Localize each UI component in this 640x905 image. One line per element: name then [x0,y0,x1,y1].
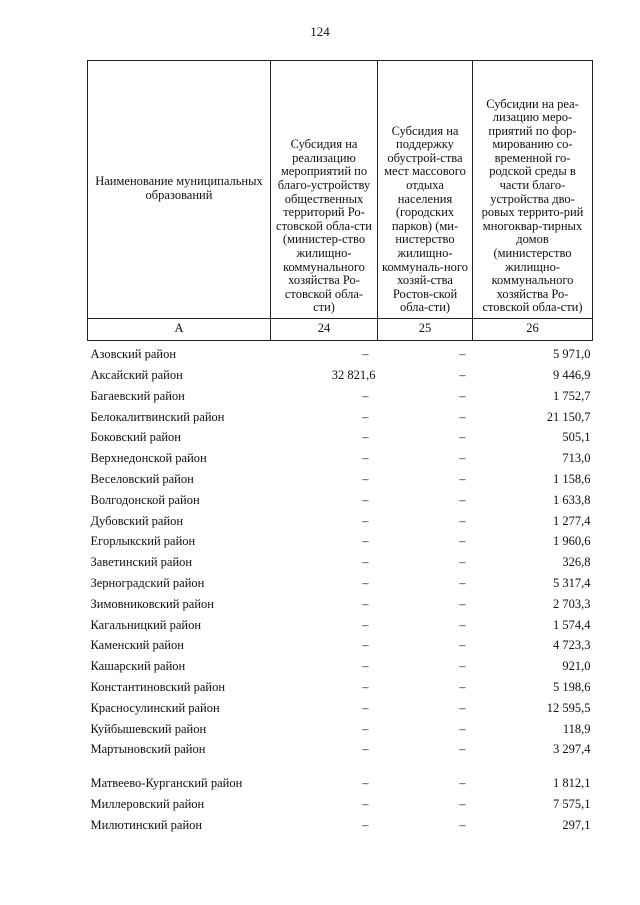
value-col-24: – [362,659,369,674]
index-24: 24 [271,319,378,341]
value-col-25: – [459,368,466,383]
table-row [88,403,593,424]
value-col-26: 1 960,6 [553,534,591,549]
table-row [88,383,593,404]
index-25: 25 [378,319,473,341]
value-col-25: – [459,409,466,424]
municipality-name: Красносулинский район [90,700,220,715]
page-number: 124 [310,24,330,39]
header-col-25: Субсидия на поддержку обустрой-ства мест массового отдыха населения (городских парков) (ми-нистерство жилищно-коммуналь-ного хозяй-ства Ростов-ской обла-сти) [378,61,473,319]
value-col-25: – [459,617,466,632]
value-col-24: – [362,680,369,695]
value-col-25: – [459,818,466,833]
value-col-25: – [459,430,466,445]
value-col-26: 1 633,8 [553,492,591,507]
value-col-25: – [459,576,466,591]
table-row [88,591,593,612]
municipality-name: Зерноградский район [90,576,205,591]
value-col-25: – [459,596,466,611]
municipality-name: Константиновский район [90,680,226,695]
municipality-name: Боковский район [90,430,181,445]
table-row [88,549,593,570]
header-row [88,61,593,319]
header-col-26: Субсидии на реа-лизацию меро-приятий по фор-мированию со-временной го-родской среды в части благо-устройства дво-ровых террито-рий многоквар-тирных домов (министерство жилищно-коммунального хозяйства Ро-стовской обла-сти) [473,61,593,319]
value-col-26: 118,9 [562,721,591,736]
municipality-name: Матвеево-Курганский район [90,776,243,791]
value-col-24: – [362,388,369,403]
value-col-25: – [459,451,466,466]
value-col-25: – [459,534,466,549]
table-row [88,466,593,487]
header-col-24: Субсидия на реализацию мероприятий по благо-устройству общественных территорий Ро-стовской обла-сти (министер-ство жилищно-коммунального хозяйства Ро-стовской обла-сти) [271,61,378,319]
table-row [88,362,593,383]
value-col-26: 5 317,4 [553,576,591,591]
table-row [88,424,593,445]
value-col-24: – [362,576,369,591]
value-col-24: – [362,776,369,791]
value-col-24: – [362,347,369,362]
municipality-name: Заветинский район [90,555,193,570]
table-row [88,736,593,757]
value-col-25: – [459,472,466,487]
value-col-25: – [459,742,466,757]
table-row [88,674,593,695]
value-col-25: – [459,638,466,653]
table-row [88,715,593,736]
value-col-24: – [362,721,369,736]
value-col-26: 12 595,5 [546,700,591,715]
table-row [88,757,593,791]
value-col-24: – [362,742,369,757]
municipality-name: Миллеровский район [90,797,205,812]
value-col-26: 1 752,7 [553,388,591,403]
municipality-name: Дубовский район [90,513,184,528]
value-col-26: 921,0 [562,659,591,674]
value-col-24: – [362,617,369,632]
table-row [88,507,593,528]
index-row [88,319,593,341]
index-a: А [88,319,271,341]
value-col-26: 5 971,0 [553,347,591,362]
value-col-25: – [459,347,466,362]
municipality-name: Аксайский район [90,368,183,383]
value-col-26: 505,1 [562,430,591,445]
value-col-24: – [362,638,369,653]
value-col-26: 1 158,6 [553,472,591,487]
value-col-26: 1 277,4 [553,513,591,528]
value-col-24: – [362,555,369,570]
index-26: 26 [473,319,593,341]
value-col-26: 297,1 [562,818,591,833]
municipality-name: Мартыновский район [90,742,206,757]
value-col-26: 7 575,1 [553,797,591,812]
value-col-26: 1 574,4 [553,617,591,632]
table-row [88,632,593,653]
value-col-26: 9 446,9 [553,368,591,383]
value-col-24: – [362,492,369,507]
municipality-name: Каменский район [90,638,184,653]
municipality-name: Кашарский район [90,659,186,674]
value-col-26: 21 150,7 [546,409,591,424]
value-col-26: 3 297,4 [553,742,591,757]
value-col-24: – [362,409,369,424]
value-col-26: 5 198,6 [553,680,591,695]
municipality-name: Багаевский район [90,388,185,403]
value-col-25: – [459,721,466,736]
value-col-25: – [459,513,466,528]
table-row [88,653,593,674]
header-municipality: Наименование муниципальных образований [88,61,271,319]
table-row [88,812,593,833]
municipality-name: Веселовский район [90,472,194,487]
value-col-25: – [459,555,466,570]
value-col-24: – [362,534,369,549]
value-col-24: – [362,818,369,833]
municipality-name: Кагальницкий район [90,617,202,632]
value-col-24: – [362,472,369,487]
table-row [88,341,593,362]
value-col-25: – [459,659,466,674]
table-row [88,487,593,508]
value-col-26: 1 812,1 [553,776,591,791]
value-col-26: 326,8 [562,555,591,570]
value-col-26: 2 703,3 [553,596,591,611]
table-row [88,611,593,632]
municipality-name: Куйбышевский район [90,721,207,736]
value-col-24: – [362,596,369,611]
subsidy-table [87,60,593,833]
municipality-name: Белокалитвинский район [90,409,225,424]
value-col-24: 32 821,6 [331,368,376,383]
value-col-25: – [459,680,466,695]
value-col-26: 713,0 [562,451,591,466]
municipality-name: Верхнедонской район [90,451,207,466]
value-col-24: – [362,797,369,812]
table-row [88,695,593,716]
municipality-name: Егорлыкский район [90,534,196,549]
value-col-25: – [459,700,466,715]
value-col-26: 4 723,3 [553,638,591,653]
value-col-25: – [459,492,466,507]
value-col-24: – [362,513,369,528]
value-col-25: – [459,797,466,812]
value-col-24: – [362,700,369,715]
value-col-25: – [459,388,466,403]
table-row [88,570,593,591]
table-row [88,528,593,549]
municipality-name: Азовский район [90,347,177,362]
municipality-name: Зимовниковский район [90,596,214,611]
municipality-name: Волгодонской район [90,492,200,507]
value-col-24: – [362,430,369,445]
municipality-name: Милютинский район [90,818,203,833]
value-col-25: – [459,776,466,791]
value-col-24: – [362,451,369,466]
table-row [88,445,593,466]
table-row [88,791,593,812]
